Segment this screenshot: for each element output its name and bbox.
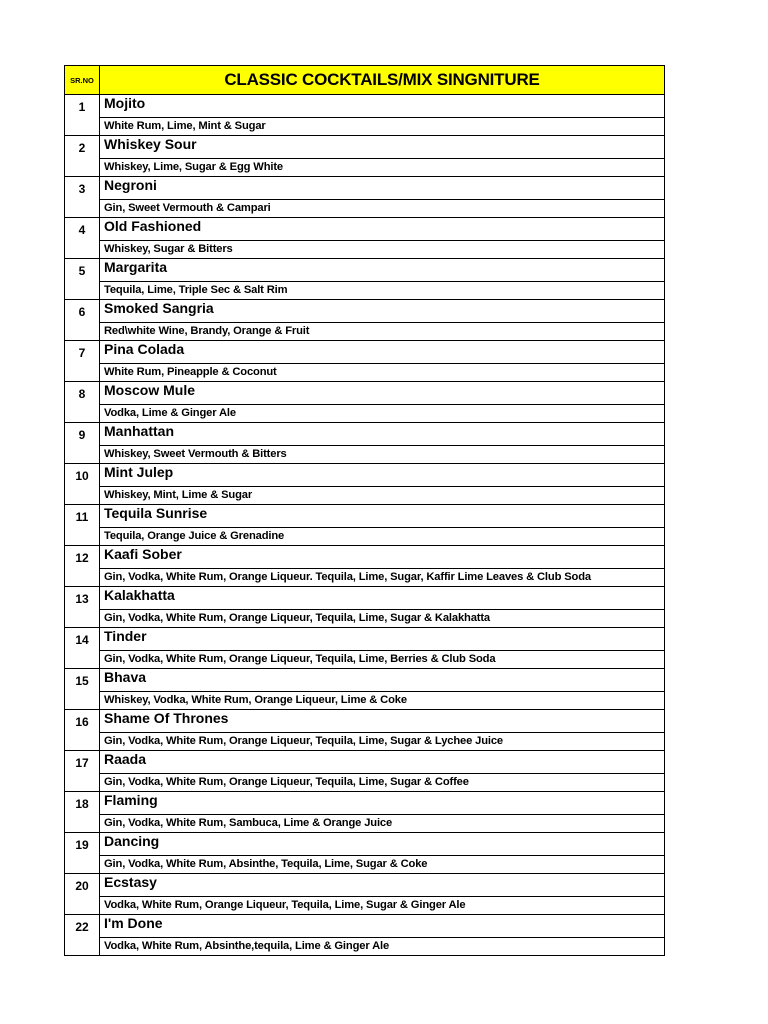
cocktail-row	[65, 792, 665, 833]
cocktail-row	[65, 341, 665, 382]
cocktail-row	[65, 874, 665, 915]
cocktail-ingredients: White Rum, Lime, Mint & Sugar	[100, 118, 664, 136]
cocktail-row	[65, 218, 665, 259]
cocktail-cell	[100, 751, 665, 792]
serial-number: 13	[75, 591, 89, 606]
cocktail-cell	[100, 382, 665, 423]
serial-number: 6	[78, 304, 86, 319]
cocktail-cell	[100, 710, 665, 751]
serial-number: 17	[75, 755, 89, 770]
cocktail-cell	[100, 546, 665, 587]
srno-header: SR.NO	[65, 66, 100, 95]
cocktail-name: Tinder	[100, 628, 664, 651]
serial-number: 8	[78, 386, 86, 401]
serial-number: 10	[75, 468, 89, 483]
serial-number: 7	[78, 345, 86, 360]
cocktail-ingredients: Red\white Wine, Brandy, Orange & Fruit	[100, 323, 664, 341]
cocktail-cell	[100, 874, 665, 915]
cocktail-menu-table	[64, 65, 665, 956]
cocktail-name: Dancing	[100, 833, 664, 856]
serial-number: 15	[75, 673, 89, 688]
serial-number-cell	[65, 669, 100, 710]
serial-number-cell	[65, 587, 100, 628]
serial-number-cell	[65, 505, 100, 546]
cocktail-ingredients: Whiskey, Sweet Vermouth & Bitters	[100, 446, 664, 464]
cocktail-ingredients: Tequila, Orange Juice & Grenadine	[100, 528, 664, 546]
cocktail-ingredients: Whiskey, Lime, Sugar & Egg White	[100, 159, 664, 177]
cocktail-cell	[100, 464, 665, 505]
cocktail-ingredients: Gin, Vodka, White Rum, Absinthe, Tequila, Lime, Sugar & Coke	[100, 856, 664, 874]
cocktail-name: Smoked Sangria	[100, 300, 664, 323]
serial-number-cell	[65, 177, 100, 218]
serial-number: 22	[75, 919, 89, 934]
cocktail-ingredients: Gin, Vodka, White Rum, Orange Liqueur, Tequila, Lime, Berries & Club Soda	[100, 651, 664, 669]
cocktail-cell	[100, 423, 665, 464]
cocktail-cell	[100, 136, 665, 177]
serial-number-cell	[65, 915, 100, 956]
cocktail-row	[65, 628, 665, 669]
cocktail-name: Kaafi Sober	[100, 546, 664, 569]
cocktail-name: Moscow Mule	[100, 382, 664, 405]
cocktail-ingredients: Whiskey, Vodka, White Rum, Orange Liqueur, Lime & Coke	[100, 692, 664, 710]
serial-number: 20	[75, 878, 89, 893]
cocktail-ingredients: Whiskey, Sugar & Bitters	[100, 241, 664, 259]
cocktail-ingredients: Vodka, White Rum, Orange Liqueur, Tequila, Lime, Sugar & Ginger Ale	[100, 897, 664, 915]
serial-number-cell	[65, 382, 100, 423]
cocktail-ingredients: Whiskey, Mint, Lime & Sugar	[100, 487, 664, 505]
cocktail-ingredients: Gin, Vodka, White Rum, Sambuca, Lime & Orange Juice	[100, 815, 664, 833]
cocktail-row	[65, 259, 665, 300]
cocktail-ingredients: Vodka, White Rum, Absinthe,tequila, Lime & Ginger Ale	[100, 938, 664, 956]
serial-number: 1	[78, 99, 86, 114]
cocktail-ingredients: Vodka, Lime & Ginger Ale	[100, 405, 664, 423]
cocktail-cell	[100, 587, 665, 628]
serial-number-cell	[65, 874, 100, 915]
serial-number: 19	[75, 837, 89, 852]
serial-number: 2	[78, 140, 86, 155]
cocktail-row	[65, 177, 665, 218]
serial-number-cell	[65, 710, 100, 751]
serial-number-cell	[65, 95, 100, 136]
serial-number: 9	[78, 427, 86, 442]
serial-number-cell	[65, 218, 100, 259]
cocktail-cell	[100, 300, 665, 341]
cocktail-cell	[100, 259, 665, 300]
cocktail-name: Mint Julep	[100, 464, 664, 487]
serial-number: 11	[75, 509, 89, 524]
serial-number-cell	[65, 341, 100, 382]
cocktail-ingredients: White Rum, Pineapple & Coconut	[100, 364, 664, 382]
cocktail-cell	[100, 341, 665, 382]
cocktail-cell	[100, 792, 665, 833]
cocktail-row	[65, 505, 665, 546]
cocktail-row	[65, 587, 665, 628]
serial-number: 3	[78, 181, 86, 196]
serial-number: 16	[75, 714, 89, 729]
cocktail-row	[65, 751, 665, 792]
cocktail-row	[65, 95, 665, 136]
cocktail-row	[65, 300, 665, 341]
cocktail-name: Old Fashioned	[100, 218, 664, 241]
serial-number-cell	[65, 833, 100, 874]
serial-number: 5	[78, 263, 86, 278]
cocktail-cell	[100, 915, 665, 956]
serial-number-cell	[65, 751, 100, 792]
cocktail-name: Tequila Sunrise	[100, 505, 664, 528]
cocktail-row	[65, 382, 665, 423]
serial-number: 14	[75, 632, 89, 647]
serial-number-cell	[65, 300, 100, 341]
serial-number-cell	[65, 792, 100, 833]
cocktail-ingredients: Gin, Vodka, White Rum, Orange Liqueur, Tequila, Lime, Sugar & Coffee	[100, 774, 664, 792]
cocktail-row	[65, 136, 665, 177]
cocktail-ingredients: Gin, Vodka, White Rum, Orange Liqueur, Tequila, Lime, Sugar & Kalakhatta	[100, 610, 664, 628]
cocktail-name: Bhava	[100, 669, 664, 692]
cocktail-cell	[100, 177, 665, 218]
cocktail-row	[65, 464, 665, 505]
cocktail-cell	[100, 95, 665, 136]
cocktail-list	[65, 95, 665, 956]
cocktail-name: Negroni	[100, 177, 664, 200]
serial-number: 18	[75, 796, 89, 811]
cocktail-row	[65, 833, 665, 874]
cocktail-name: Mojito	[100, 95, 664, 118]
cocktail-row	[65, 669, 665, 710]
serial-number: 4	[78, 222, 86, 237]
cocktail-name: Margarita	[100, 259, 664, 282]
cocktail-name: Raada	[100, 751, 664, 774]
cocktail-cell	[100, 218, 665, 259]
cocktail-row	[65, 423, 665, 464]
serial-number-cell	[65, 423, 100, 464]
cocktail-name: Kalakhatta	[100, 587, 664, 610]
cocktail-row	[65, 915, 665, 956]
cocktail-name: Flaming	[100, 792, 664, 815]
cocktail-ingredients: Gin, Vodka, White Rum, Orange Liqueur. Tequila, Lime, Sugar, Kaffir Lime Leaves & Club Soda	[100, 569, 664, 587]
serial-number-cell	[65, 136, 100, 177]
serial-number: 12	[75, 550, 89, 565]
cocktail-row	[65, 710, 665, 751]
menu-title: CLASSIC COCKTAILS/MIX SINGNITURE	[100, 66, 665, 95]
serial-number-cell	[65, 628, 100, 669]
cocktail-ingredients: Gin, Sweet Vermouth & Campari	[100, 200, 664, 218]
cocktail-cell	[100, 833, 665, 874]
serial-number-cell	[65, 546, 100, 587]
cocktail-ingredients: Gin, Vodka, White Rum, Orange Liqueur, Tequila, Lime, Sugar & Lychee Juice	[100, 733, 664, 751]
cocktail-name: Ecstasy	[100, 874, 664, 897]
cocktail-name: Shame Of Thrones	[100, 710, 664, 733]
cocktail-name: I'm Done	[100, 915, 664, 938]
serial-number-cell	[65, 464, 100, 505]
cocktail-name: Pina Colada	[100, 341, 664, 364]
cocktail-cell	[100, 669, 665, 710]
cocktail-cell	[100, 628, 665, 669]
cocktail-name: Whiskey Sour	[100, 136, 664, 159]
cocktail-row	[65, 546, 665, 587]
header-row	[65, 66, 665, 95]
serial-number-cell	[65, 259, 100, 300]
cocktail-ingredients: Tequila, Lime, Triple Sec & Salt Rim	[100, 282, 664, 300]
cocktail-name: Manhattan	[100, 423, 664, 446]
cocktail-cell	[100, 505, 665, 546]
